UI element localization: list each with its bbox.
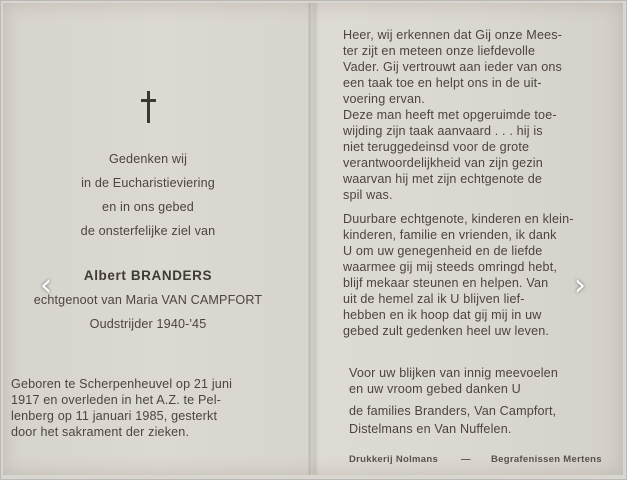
prayer-line-2: ter zijt en meteen onze liefdevolle xyxy=(343,44,536,58)
farewell-line-8: gebed zult gedenken heel uw leven. xyxy=(343,324,550,338)
prayer-line-7: wijding zijn taak aanvaard . . . hij is xyxy=(343,124,543,138)
biography-line-1: Geboren te Scherpenheuvel op 21 juni xyxy=(11,377,233,391)
previous-image-button[interactable] xyxy=(35,269,57,303)
biography-line-2: 1917 en overleden in het A.Z. te Pel- xyxy=(11,393,221,407)
veteran-line: Oudstrijder 1940-'45 xyxy=(89,317,207,331)
cross-icon xyxy=(139,91,159,125)
prayer-line-6: Deze man heeft met opgeruimde toe- xyxy=(343,108,557,122)
farewell-line-1: Duurbare echtgenote, kinderen en klein- xyxy=(343,212,574,226)
chevron-right-icon: › xyxy=(574,268,586,303)
memorial-card xyxy=(3,3,623,475)
next-image-button[interactable] xyxy=(569,269,591,303)
farewell-line-4: waarmee gij mij steeds omringd hebt, xyxy=(343,260,557,274)
intro-line-2: in de Eucharistieviering xyxy=(81,176,215,190)
thanks-line-1: Voor uw blijken van innig meevoelen xyxy=(349,366,558,380)
intro-line-1: Gedenken wij xyxy=(108,152,188,166)
biography-line-4: door het sakrament der zieken. xyxy=(11,425,190,439)
prayer-line-5: voering ervan. xyxy=(343,92,425,106)
prayer-line-1: Heer, wij erkennen dat Gij onze Mees- xyxy=(343,28,563,42)
printer-name: Drukkerij Nolmans xyxy=(349,454,439,465)
thanks-line-3: de families Branders, Van Campfort, xyxy=(349,404,557,418)
prayer-line-3: Vader. Gij vertrouwt aan ieder van ons xyxy=(343,60,562,74)
thanks-line-2: en uw vroom gebed danken U xyxy=(349,382,521,396)
prayer-line-8: niet teruggedeinsd voor de grote xyxy=(343,140,530,154)
farewell-line-3: U om uw genegenheid en de liefde xyxy=(343,244,543,258)
card-fold xyxy=(308,3,312,475)
deceased-name: Albert BRANDERS xyxy=(83,268,213,283)
chevron-left-icon: ‹ xyxy=(40,268,52,303)
farewell-line-2: kinderen, familie en vrienden, ik dank xyxy=(343,228,557,242)
farewell-line-5: blijf mekaar steunen en helpen. Van xyxy=(343,276,549,290)
prayer-line-9: verantwoordelijkheid van zijn gezin xyxy=(343,156,543,170)
biography-line-3: lenberg op 11 januari 1985, gesterkt xyxy=(11,409,218,423)
funeral-director: Begrafenissen Mertens xyxy=(491,454,602,465)
prayer-line-10: waarvan hij met zijn echtgenote de xyxy=(343,172,543,186)
intro-line-3: en in ons gebed xyxy=(102,200,194,214)
farewell-line-7: hebben en ik hoop dat gij mij in uw xyxy=(343,308,542,322)
prayer-line-11: spil was. xyxy=(343,188,393,202)
farewell-line-6: uit de hemel zal ik U blijven lief- xyxy=(343,292,525,306)
prayer-line-4: een taak toe en helpt ons in de uit- xyxy=(343,76,542,90)
intro-line-4: de onsterfelijke ziel van xyxy=(80,224,216,238)
thanks-line-4: Distelmans en Van Nuffelen. xyxy=(349,422,512,436)
spouse-line: echtgenoot van Maria VAN CAMPFORT xyxy=(33,293,263,307)
printer-separator: — xyxy=(461,454,471,465)
